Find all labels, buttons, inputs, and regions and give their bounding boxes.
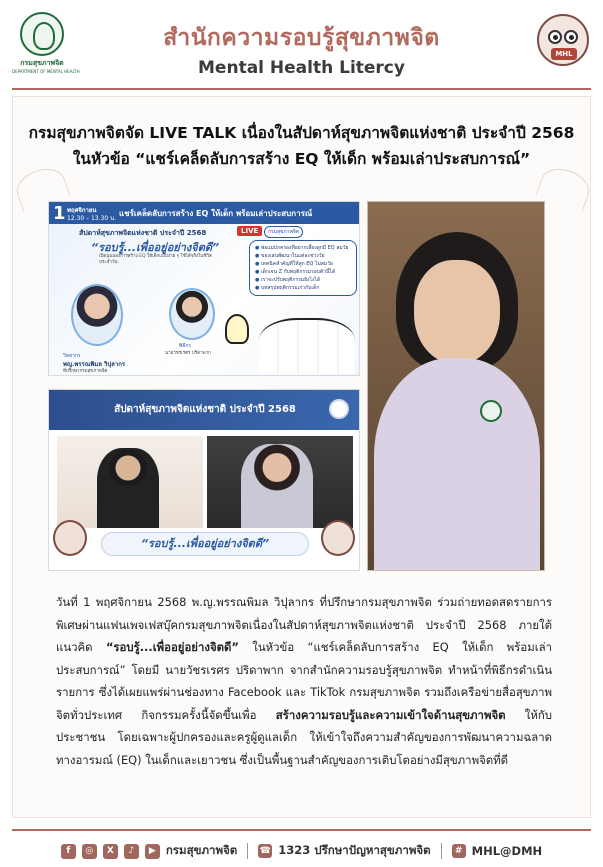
- footer-divider: [12, 829, 591, 831]
- footer-hashtag: MHL@DMH: [471, 844, 543, 858]
- footer: [0, 839, 603, 863]
- header-title-en: Mental Health Litercy: [198, 58, 405, 78]
- poster-date-day: 1: [53, 203, 66, 224]
- footer-department: กรมสุขภาพจิต: [165, 843, 238, 857]
- lightbulb-icon: [225, 314, 249, 344]
- headline: [20, 120, 583, 172]
- video-slogan: “รอบรู้...เพื่ออยู่อย่างจิตดี”: [101, 532, 309, 556]
- headline-line-2: ในหัวข้อ “แชร์เคล็ดลับการสร้าง EQ ให้เด็ก พร้อมเล่าประสบการณ์”: [72, 150, 531, 168]
- facebook-icon[interactable]: f: [61, 844, 76, 859]
- poster-bullet: ● เราจะปรับพฤติกรรมยังไงได้: [255, 276, 351, 284]
- poster-slogan: “รอบรู้...เพื่ออยู่อย่างจิตดี”: [91, 241, 220, 254]
- owl-mascot-icon: [321, 520, 355, 556]
- poster-date-month: พฤศจิกายน: [67, 207, 97, 214]
- phone-icon: ☎: [259, 846, 271, 856]
- department-name-en: DEPARTMENT OF MENTAL HEALTH: [12, 69, 80, 74]
- speaker-portrait-photo: [367, 201, 545, 571]
- owl-icon: [537, 14, 589, 66]
- header-divider: [12, 88, 591, 90]
- speaker-name: พญ.พรรณพิมล วิปุลากร: [63, 361, 126, 368]
- article-text: ในหัวข้อ “แชร์เคล็ดลับการสร้าง EQ ให้เด็ก พร้อมเล่าประสบการณ์” โดยมี นายวัชรเรศร ปริดาพาก จากสำนักความรอบรู้สุขภาพจิต ทำหน้าที่พิธีกรดำเนินรายการ ซึ่งได้เผยแพร่ผ่านช่องทาง Facebook และ TikTok กรมสุขภาพจิต รวมถึงเครือข่ายสื่อสุขภาพจิตทั่วประเทศ กิจกรรมครั้งนี้จัดขึ้นเพื่อ: [56, 640, 552, 722]
- live-badge: LIVE: [237, 226, 262, 236]
- mhl-badge: MHL: [551, 48, 577, 60]
- family-illustration: [259, 318, 355, 374]
- video-host-panel: [57, 436, 203, 528]
- mhl-owl-logo: [537, 14, 589, 70]
- poster-bullet: ● เด็กเจน Z กับพฤติกรรมรอบตัวนี้ได้: [255, 268, 351, 276]
- speaker-role: วิทยากร: [63, 353, 81, 359]
- host-role: พิธีกร: [179, 343, 192, 349]
- owl-mascot-icon: [53, 520, 87, 556]
- article-text: วันที่ 1 พฤศจิกายน 2568 พ.ญ.พรรณพิมล วิปุลากร ที่ปรึกษากรมสุขภาพจิต ร่วมถ่ายทอดสดรายการพิเศษผ่านแฟนเพจเฟสบุ๊คกรมสุขภาพจิตเนื่องในสัปดาห์สุขภาพจิตแห่งชาติ ประจำปี 2568 ภายใต้แนวคิด: [56, 595, 552, 654]
- department-seal-icon: [329, 399, 349, 419]
- department-emblem-icon: [480, 400, 502, 422]
- poster-bullet: ● ของเล่นพัฒนาในแต่ละช่วงวัย: [255, 252, 351, 260]
- article-concept: “รอบรู้...เพื่ออยู่อย่างจิตดี”: [105, 640, 239, 654]
- tiktok-icon[interactable]: ♪: [124, 844, 139, 859]
- poster-facebook-page: กรมสุขภาพจิต: [264, 226, 303, 238]
- host-photo: [169, 288, 215, 340]
- footer-separator: [247, 843, 248, 859]
- poster-bullet: ● พ่อแม่ปกครองที่อยากเลี้ยงลูกมี EQ สมวัย: [255, 244, 351, 252]
- speaker-title: ที่ปรึกษากรมสุขภาพจิต: [63, 369, 108, 374]
- poster-bullet: ● เทคนิคสำคัญที่ให้ลูก EQ ไม่สมวัย: [255, 260, 351, 268]
- instagram-icon[interactable]: ◎: [82, 844, 97, 859]
- article-body: [56, 591, 552, 771]
- hashtag-icon: #: [452, 844, 466, 858]
- article-text: ให้กับประชาชน โดยเฉพาะผู้ปกครองและครูผู้ดูแลเด็ก ให้เข้าใจถึงความสำคัญของการพัฒนาความฉลาดทางอารมณ์ (EQ) ในเด็กและเยาวชน ซึ่งเป็นพื้นฐานสำคัญของการเติบโตอย่างมีสุขภาพจิตที่ดี: [56, 707, 552, 767]
- header-title-th: สำนักความรอบรู้สุขภาพจิต: [163, 25, 440, 51]
- video-title: สัปดาห์สุขภาพจิตแห่งชาติ ประจำปี 2568: [114, 404, 296, 415]
- headline-line-1: กรมสุขภาพจิตจัด LIVE TALK เนื่องในสัปดาห์สุขภาพจิตแห่งชาติ ประจำปี 2568: [28, 124, 575, 142]
- poster-description: เปิดมุมมองการสร้าง EQ ให้เด็กแบบง่าย ๆ ใช้ได้จริงในชีวิตประจำวัน: [99, 254, 212, 265]
- poster-bar-title: แชร์เคล็ดลับการสร้าง EQ ให้เด็ก พร้อมเล่าประสบการณ์: [119, 209, 313, 218]
- header-title: [0, 20, 603, 78]
- x-icon[interactable]: X: [103, 844, 118, 859]
- poster-date-time: 12.30 – 13.30 น.: [67, 215, 117, 222]
- poster-bullet-list: [249, 240, 357, 296]
- host-name: นายวัชรเรศร ปริดาพาก: [165, 351, 211, 356]
- header: [0, 0, 603, 96]
- footer-separator: [441, 843, 442, 859]
- speaker-photo: [71, 284, 123, 346]
- youtube-icon[interactable]: ▶: [145, 844, 160, 859]
- live-video-screenshot: [48, 389, 360, 571]
- poster-bullet: ● บทสรุปพฤติกรรมเก่ากับเด็ก: [255, 284, 351, 292]
- footer-hotline: 1323 ปรึกษาปัญหาสุขภาพจิต: [278, 843, 431, 857]
- event-poster-image: [48, 201, 360, 376]
- department-name-th: กรมสุขภาพจิต: [20, 59, 64, 67]
- video-speaker-panel: [207, 436, 353, 528]
- article-highlight: สร้างความรอบรู้และความเข้าใจด้านสุขภาพจิต: [275, 707, 506, 722]
- poster-week: สัปดาห์สุขภาพจิตแห่งชาติ ประจำปี 2568: [79, 229, 207, 237]
